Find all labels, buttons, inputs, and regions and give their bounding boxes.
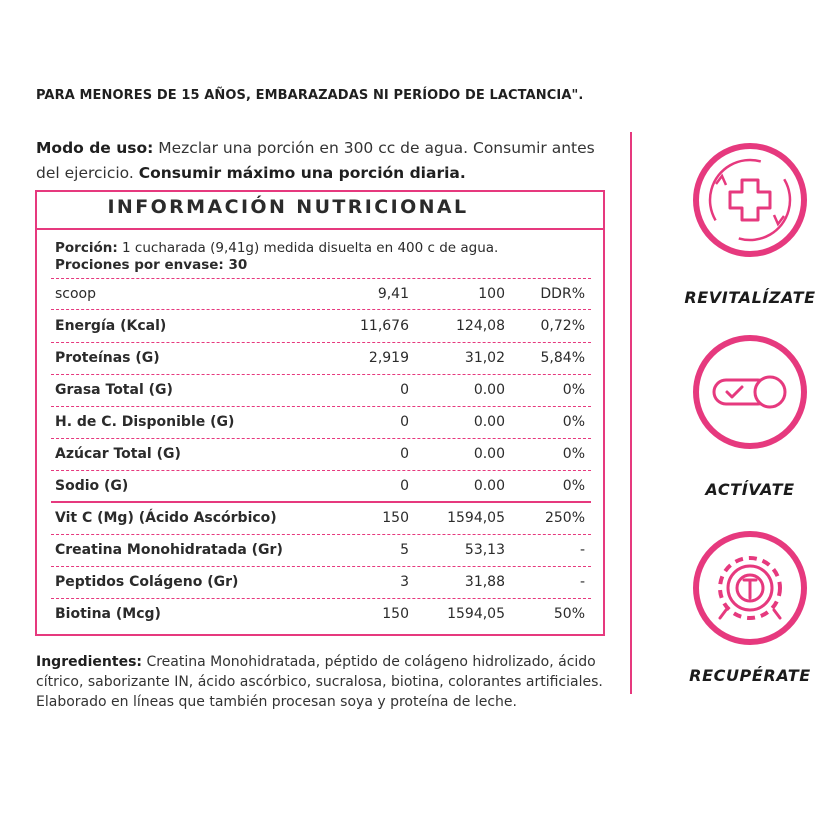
table-row xyxy=(55,382,585,402)
portion-info xyxy=(55,240,498,274)
row-label: H. de C. Disponible (G) xyxy=(55,414,235,430)
row-label: Energía (Kcal) xyxy=(55,318,167,334)
row-label: Peptidos Colágeno (Gr) xyxy=(55,574,239,590)
warning-text: PARA MENORES DE 15 AÑOS, EMBARAZADAS NI PERÍODO DE LACTANCIA". xyxy=(36,88,584,103)
table-row xyxy=(55,350,585,370)
table-row xyxy=(55,478,585,498)
row-value-100: 1594,05 xyxy=(447,510,505,526)
row-value-100: 0.00 xyxy=(473,414,505,430)
usage-instructions xyxy=(36,136,616,186)
row-value-ddr: 250% xyxy=(544,510,585,526)
divider xyxy=(51,406,591,407)
usage-text: Mezclar una porción en 300 cc de agua. Consumir antes del ejercicio. xyxy=(36,139,595,182)
gear-wrench-icon xyxy=(690,528,810,648)
row-value-scoop: 0 xyxy=(400,382,409,398)
row-label: Grasa Total (G) xyxy=(55,382,173,398)
table-row xyxy=(55,606,585,626)
row-value-scoop: 0 xyxy=(400,414,409,430)
row-value-100: 31,88 xyxy=(464,574,505,590)
servings-text: Prociones por envase: 30 xyxy=(55,257,248,273)
ingredients-text: Creatina Monohidratada, péptido de colágeno hidrolizado, ácido cítrico, saborizante IN, ácido ascórbico, sucralosa, biotina, colorantes artificiales. xyxy=(36,654,603,690)
row-value-scoop: 150 xyxy=(382,606,409,622)
divider xyxy=(51,374,591,375)
row-value-scoop: 11,676 xyxy=(360,318,409,334)
divider xyxy=(51,598,591,599)
ingredients-section xyxy=(36,652,616,712)
row-value-100: 0.00 xyxy=(473,446,505,462)
badge-caption: REVITALÍZATE xyxy=(684,288,816,307)
row-label: Vit C (Mg) (Ácido Ascórbico) xyxy=(55,510,277,526)
medical-cross-cycle-icon xyxy=(690,140,810,260)
divider xyxy=(51,566,591,567)
row-value-ddr: 0% xyxy=(562,382,585,398)
row-value-ddr: 0% xyxy=(562,414,585,430)
divider xyxy=(51,534,591,535)
row-value-ddr: 0% xyxy=(562,446,585,462)
header-col2: 100 xyxy=(478,286,505,302)
portion-label: Porción: xyxy=(55,240,118,256)
divider xyxy=(51,342,591,343)
row-label: Creatina Monohidratada (Gr) xyxy=(55,542,283,558)
table-row xyxy=(55,510,585,530)
row-label: Biotina (Mcg) xyxy=(55,606,161,622)
table-header-row xyxy=(55,286,585,306)
row-value-100: 1594,05 xyxy=(447,606,505,622)
divider xyxy=(51,470,591,471)
divider xyxy=(51,438,591,439)
nutrition-title: INFORMACIÓN NUTRICIONAL xyxy=(107,196,469,218)
row-label: Proteínas (G) xyxy=(55,350,160,366)
row-value-scoop: 0 xyxy=(400,478,409,494)
section-divider xyxy=(51,501,591,503)
table-row xyxy=(55,318,585,338)
row-value-scoop: 150 xyxy=(382,510,409,526)
row-value-100: 0.00 xyxy=(473,478,505,494)
row-value-scoop: 3 xyxy=(400,574,409,590)
header-col3: DDR% xyxy=(540,286,585,302)
badge-caption: RECUPÉRATE xyxy=(689,666,811,685)
allergen-note: Elaborado en líneas que también procesan soya y proteína de leche. xyxy=(36,694,517,710)
table-row xyxy=(55,414,585,434)
row-value-ddr: - xyxy=(579,574,585,590)
usage-emphasis: Consumir máximo una porción diaria. xyxy=(138,164,466,182)
row-value-ddr: 0% xyxy=(562,478,585,494)
column-divider xyxy=(630,132,632,694)
toggle-check-icon xyxy=(690,332,810,452)
divider xyxy=(51,309,591,310)
row-value-100: 53,13 xyxy=(464,542,505,558)
row-value-100: 124,08 xyxy=(456,318,505,334)
header-label: scoop xyxy=(55,286,97,302)
row-value-scoop: 0 xyxy=(400,446,409,462)
title-divider xyxy=(37,228,603,230)
row-value-scoop: 2,919 xyxy=(368,350,409,366)
divider xyxy=(51,278,591,279)
row-value-100: 0.00 xyxy=(473,382,505,398)
usage-label: Modo de uso: xyxy=(36,139,154,157)
ingredients-label: Ingredientes: xyxy=(36,654,142,670)
row-value-ddr: 5,84% xyxy=(540,350,585,366)
table-row xyxy=(55,574,585,594)
header-col1: 9,41 xyxy=(377,286,409,302)
portion-text: 1 cucharada (9,41g) medida disuelta en 400 c de agua. xyxy=(117,240,499,256)
row-value-ddr: 50% xyxy=(553,606,585,622)
table-row xyxy=(55,542,585,562)
row-value-scoop: 5 xyxy=(400,542,409,558)
row-label: Azúcar Total (G) xyxy=(55,446,181,462)
row-value-ddr: - xyxy=(579,542,585,558)
row-value-ddr: 0,72% xyxy=(540,318,585,334)
row-value-100: 31,02 xyxy=(464,350,505,366)
row-label: Sodio (G) xyxy=(55,478,129,494)
nutrition-facts-table xyxy=(35,190,605,636)
badge-caption: ACTÍVATE xyxy=(705,480,795,499)
table-row xyxy=(55,446,585,466)
